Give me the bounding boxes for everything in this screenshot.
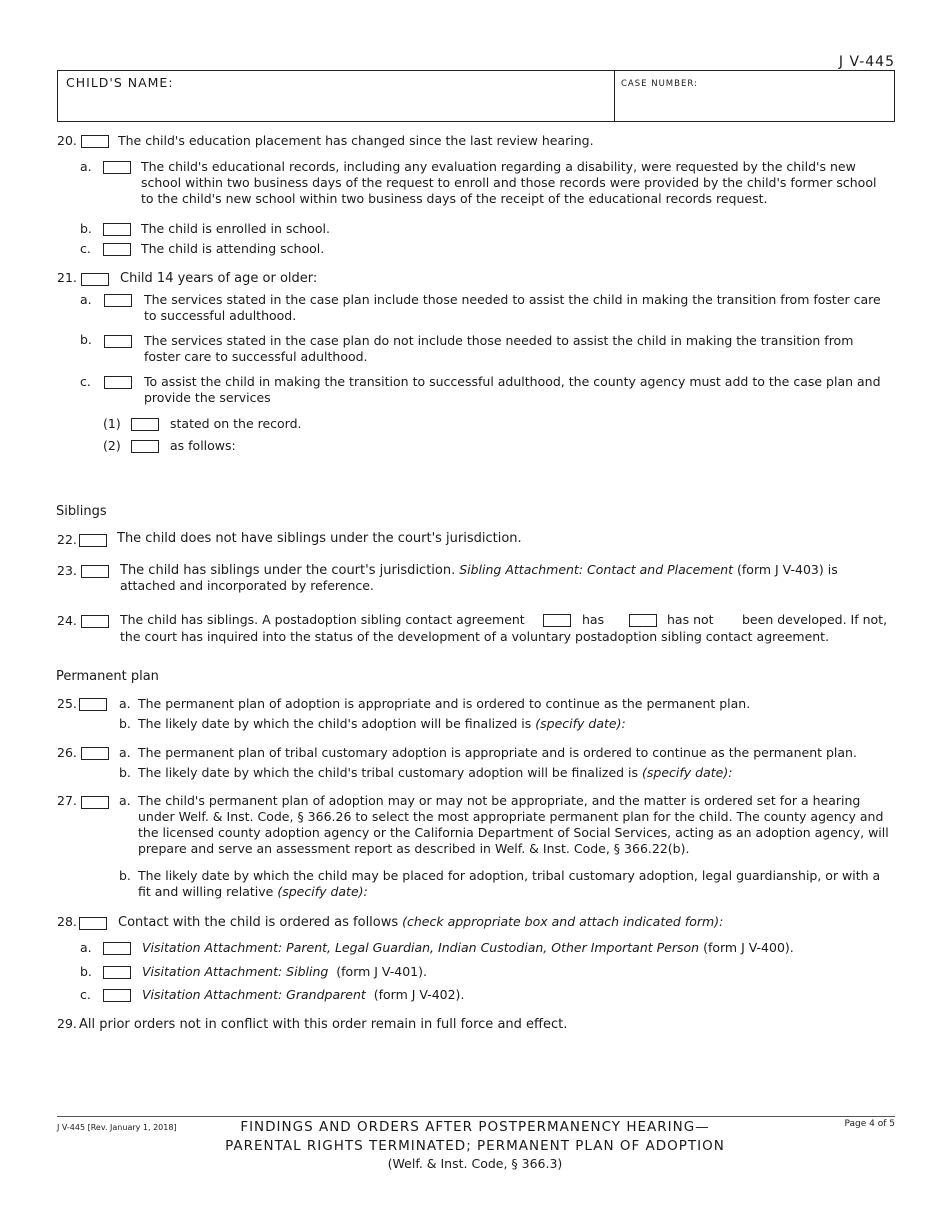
item-23-number: 23. xyxy=(57,563,77,578)
item-28-text xyxy=(118,914,723,931)
item-26-number: 26. xyxy=(57,745,77,760)
item-20-text: The child's education placement has changed since the last review hearing. xyxy=(118,133,594,148)
item-23-form: (form J V-403) is xyxy=(737,562,838,577)
item-21-checkbox[interactable] xyxy=(81,273,109,286)
item-28b-checkbox[interactable] xyxy=(103,966,131,979)
item-21b-checkbox[interactable] xyxy=(104,335,132,348)
item-21a-text: The services stated in the case plan include those needed to assist the child in making the transition from foster care to successful adulthood. xyxy=(144,292,881,323)
item-21c1-label: (1) xyxy=(103,416,121,431)
item-21-number: 21. xyxy=(57,270,77,285)
item-21b-letter: b. xyxy=(80,332,92,347)
item-24-text-b: been developed. If not, xyxy=(742,612,888,627)
item-27-number: 27. xyxy=(57,793,77,808)
item-20-checkbox[interactable] xyxy=(81,135,109,148)
item-27b-sentence: The likely date by which the child may be placed for adoption, tribal customary adoption, legal guardianship, or with a fit and willing relative xyxy=(138,868,881,899)
case-number-field[interactable] xyxy=(618,92,890,118)
item-24-has-checkbox[interactable] xyxy=(543,614,571,627)
item-23-line2: attached and incorporated by reference. xyxy=(120,578,374,593)
header-divider xyxy=(614,70,615,122)
item-25b-sentence: The likely date by which the child's adoption will be finalized is xyxy=(138,716,532,731)
form-id: J V-445 xyxy=(838,54,895,70)
item-28-number: 28. xyxy=(57,914,77,929)
item-26a-text: The permanent plan of tribal customary adoption is appropriate and is ordered to continue as the permanent plan. xyxy=(138,745,857,760)
item-20b-letter: b. xyxy=(80,221,92,236)
item-23-text: The child has siblings under the court's jurisdiction. xyxy=(120,563,456,578)
item-25b-letter: b. xyxy=(119,716,131,731)
item-20a-checkbox[interactable] xyxy=(103,161,131,174)
item-24-number: 24. xyxy=(57,613,77,628)
item-26b-text xyxy=(138,765,732,781)
item-25-checkbox[interactable] xyxy=(79,698,107,711)
item-24-line2: the court has inquired into the status of the development of a voluntary postadoption sibling contact agreement. xyxy=(120,629,830,644)
item-26-checkbox[interactable] xyxy=(81,747,109,760)
item-28a-text xyxy=(142,940,794,956)
item-26b-letter: b. xyxy=(119,765,131,780)
item-28c-letter: c. xyxy=(80,987,91,1002)
item-24-has-not-label: has not xyxy=(667,612,714,627)
item-29-text: All prior orders not in conflict with this order remain in full force and effect. xyxy=(79,1017,568,1032)
footer-page-number: Page 4 of 5 xyxy=(844,1119,895,1129)
item-26a-letter: a. xyxy=(119,745,131,760)
item-27b-letter: b. xyxy=(119,868,131,883)
item-20b-text: The child is enrolled in school. xyxy=(141,221,330,236)
item-22-text: The child does not have siblings under the court's jurisdiction. xyxy=(117,531,522,546)
item-28b-form: (form J V-401). xyxy=(336,964,427,979)
item-27a-letter: a. xyxy=(119,793,131,808)
item-29-number: 29. xyxy=(57,1016,77,1031)
item-20c-checkbox[interactable] xyxy=(103,243,131,256)
item-20a-letter: a. xyxy=(80,159,92,174)
item-24-text: The child has siblings. A postadoption sibling contact agreement xyxy=(120,612,525,627)
item-21b-text: The services stated in the case plan do not include those needed to assist the child in making the transition from foster care to successful adulthood. xyxy=(144,333,854,364)
item-22-checkbox[interactable] xyxy=(79,534,107,547)
item-24-has-not-checkbox[interactable] xyxy=(629,614,657,627)
item-25b-italic: (specify date): xyxy=(535,716,626,731)
item-28b-italic: Visitation Attachment: Sibling xyxy=(142,964,329,979)
item-25b-text xyxy=(138,716,626,732)
item-23-checkbox[interactable] xyxy=(81,565,109,578)
item-20a-text: The child's educational records, including any evaluation regarding a disability, were requested by the child's new school within two business days of the request to enroll and those records were provided by the child's former school to the child's new school within two business days of the receipt of the educational records request. xyxy=(141,159,877,206)
item-21a-letter: a. xyxy=(80,292,92,307)
item-23-italic: Sibling Attachment: Contact and Placement xyxy=(459,562,734,577)
footer-title-line2: PARENTAL RIGHTS TERMINATED; PERMANENT PLAN OF ADOPTION xyxy=(225,1138,725,1154)
item-27a-text: The child's permanent plan of adoption may or may not be appropriate, and the matter is ordered set for a hearing under Welf. & Inst. Code, § 366.26 to select the most appropriate permanent plan for the child. The county agency and the licensed county adoption agency or the California Department of Social Services, acting as an adoption agency, will prepare and serve an assessment report as described in Welf. & Inst. Code, § 366.22(b). xyxy=(138,793,889,856)
item-20c-text: The child is attending school. xyxy=(141,241,325,256)
item-21c2-checkbox[interactable] xyxy=(131,440,159,453)
item-21a-checkbox[interactable] xyxy=(104,294,132,307)
footer-citation: (Welf. & Inst. Code, § 366.3) xyxy=(387,1156,563,1171)
item-21c1-text: stated on the record. xyxy=(170,416,302,431)
case-number-label: CASE NUMBER: xyxy=(621,79,698,89)
item-21-text: Child 14 years of age or older: xyxy=(120,271,318,286)
item-28a-checkbox[interactable] xyxy=(103,942,131,955)
item-28a-letter: a. xyxy=(80,940,92,955)
item-27-checkbox[interactable] xyxy=(81,796,109,809)
siblings-heading: Siblings xyxy=(56,504,107,519)
childs-name-field[interactable] xyxy=(60,92,610,118)
item-28c-checkbox[interactable] xyxy=(103,989,131,1002)
item-21c-letter: c. xyxy=(80,374,91,389)
item-20c-letter: c. xyxy=(80,241,91,256)
item-28c-form: (form J V-402). xyxy=(373,987,465,1002)
item-26b-italic: (specify date): xyxy=(642,765,733,780)
item-28c-text xyxy=(142,987,464,1003)
item-21c2-text: as follows: xyxy=(170,438,236,453)
item-23-line1 xyxy=(120,562,838,579)
item-28-sentence: Contact with the child is ordered as follows xyxy=(118,915,399,930)
footer-title-line1: FINDINGS AND ORDERS AFTER POSTPERMANENCY HEARING— xyxy=(240,1119,710,1135)
footer-form-rev: J V-445 [Rev. January 1, 2018] xyxy=(57,1123,177,1132)
permanent-plan-heading: Permanent plan xyxy=(56,669,159,684)
childs-name-label: CHILD'S NAME: xyxy=(66,75,174,90)
item-21c-checkbox[interactable] xyxy=(104,376,132,389)
item-28-checkbox[interactable] xyxy=(79,917,107,930)
item-20-number: 20. xyxy=(57,133,77,148)
item-28b-text xyxy=(142,964,427,980)
item-24-checkbox[interactable] xyxy=(81,615,109,628)
item-24-has-label: has xyxy=(582,612,605,627)
item-28b-letter: b. xyxy=(80,964,92,979)
item-25a-text: The permanent plan of adoption is appropriate and is ordered to continue as the permanent plan. xyxy=(138,696,751,711)
item-21c-text: To assist the child in making the transition to successful adulthood, the county agency must add to the case plan and provide the services xyxy=(144,374,881,405)
footer-rule xyxy=(57,1116,895,1117)
item-22-number: 22. xyxy=(57,532,77,547)
item-26b-sentence: The likely date by which the child's tribal customary adoption will be finalized is xyxy=(138,765,639,780)
item-21c1-checkbox[interactable] xyxy=(131,418,159,431)
item-28c-italic: Visitation Attachment: Grandparent xyxy=(142,987,366,1002)
item-28a-form: (form J V-400). xyxy=(703,940,794,955)
item-25a-letter: a. xyxy=(119,696,131,711)
item-28-italic: (check appropriate box and attach indicated form): xyxy=(402,914,724,929)
item-28a-italic: Visitation Attachment: Parent, Legal Guardian, Indian Custodian, Other Important Person xyxy=(142,940,700,955)
item-25-number: 25. xyxy=(57,696,77,711)
item-20b-checkbox[interactable] xyxy=(103,223,131,236)
item-27b-text xyxy=(138,868,890,900)
item-21c2-label: (2) xyxy=(103,438,121,453)
item-27b-italic: (specify date): xyxy=(277,884,368,899)
